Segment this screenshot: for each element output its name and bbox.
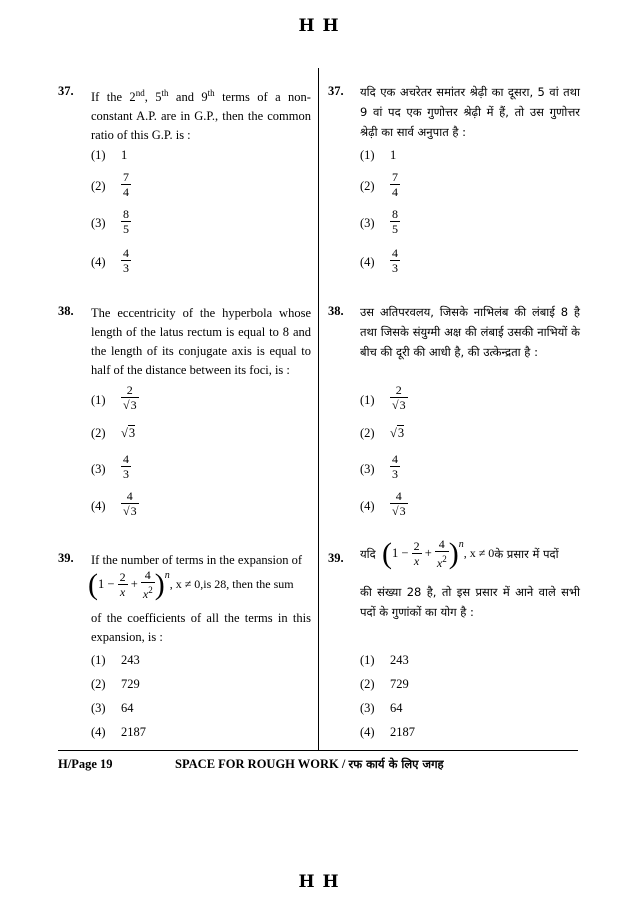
page-footer-mark: H H: [298, 872, 340, 892]
fraction: $\frac{4}{3}$: [123, 246, 129, 275]
q38-number: 38.: [58, 304, 74, 318]
fraction: $\frac{7}{4}$: [123, 170, 129, 199]
fraction: $\frac{4}{3}$: [392, 246, 398, 275]
q37-text-hi: यदि एक अचरेतर समांतर श्रेढ़ी का दूसरा, 5 वां तथा 9 वां पद एक गुणोत्तर श्रेढ़ी में हैं, तो उस गुणोत्तर श्रेढ़ी का सार्व अनुपात है :: [360, 85, 580, 139]
q39-expression-line-hi: [360, 537, 584, 570]
q38-text-en: The eccentricity of the hyperbola whose length of the latus rectum is equal to 8 and the length of its conjugate axis is equal to half of the distance between its foci, is :: [91, 306, 311, 377]
footer-rule: [58, 750, 578, 751]
fraction: $\frac{7}{4}$: [392, 170, 398, 199]
page-number: H/Page 19: [58, 757, 113, 771]
fraction: $\frac{2}{√3}$: [123, 383, 137, 412]
q39-number: 39.: [58, 551, 74, 565]
q38-number-hi: 38.: [328, 304, 344, 318]
q39-expression-line: [88, 568, 316, 601]
fraction: $\frac{4}{√3}$: [123, 489, 137, 518]
fraction: $\frac{8}{5}$: [392, 207, 398, 236]
column-divider: [318, 68, 319, 750]
q38-text-hi: उस अतिपरवलय, जिसके नाभिलंब की लंबाई 8 है तथा जिसके संयुग्मी अक्ष की लंबाई उसकी नाभियों के बीच की दूरी की आधी है, की उत्केन्द्रता है :: [360, 305, 580, 359]
fraction: $\frac{8}{5}$: [123, 207, 129, 236]
q39-text-hi: की संख्या 28 है, तो इस प्रसार में आने वाले सभी पदों के गुणांकों का योग है :: [360, 585, 580, 619]
q39-text-en-1: If the number of terms in the expansion of: [91, 553, 303, 567]
fraction: $\frac{4}{3}$: [392, 452, 398, 481]
rough-work-label: SPACE FOR ROUGH WORK / रफ कार्य के लिए जगह: [175, 757, 444, 771]
expansion-expression-hi: यदि ( 1 − $\frac{2}{x}$ + $\frac{4}{x^2}$ ) n , x ≠ 0 के प्रसार में पदों: [360, 536, 559, 570]
q39-number-hi: 39.: [328, 551, 344, 565]
expansion-expression: ( 1 − $\frac{2}{x}$ + $\frac{4}{x^2}$ ) n , x ≠ 0, is 28, then the sum: [88, 567, 294, 601]
fraction: $\frac{4}{3}$: [123, 452, 129, 481]
page-header-mark: H H: [298, 16, 340, 36]
q39-text-en-2: of the coefficients of all the terms in this expansion, is :: [91, 611, 311, 644]
q37-number-hi: 37.: [328, 84, 344, 98]
fraction: $\frac{2}{√3}$: [392, 383, 406, 412]
q37-text-en: If the 2nd, 5th and 9th terms of a non-constant A.P. are in G.P., then the common ratio of this G.P. is :: [91, 88, 311, 143]
fraction: $\frac{4}{√3}$: [392, 489, 406, 518]
q37-number: 37.: [58, 84, 74, 98]
